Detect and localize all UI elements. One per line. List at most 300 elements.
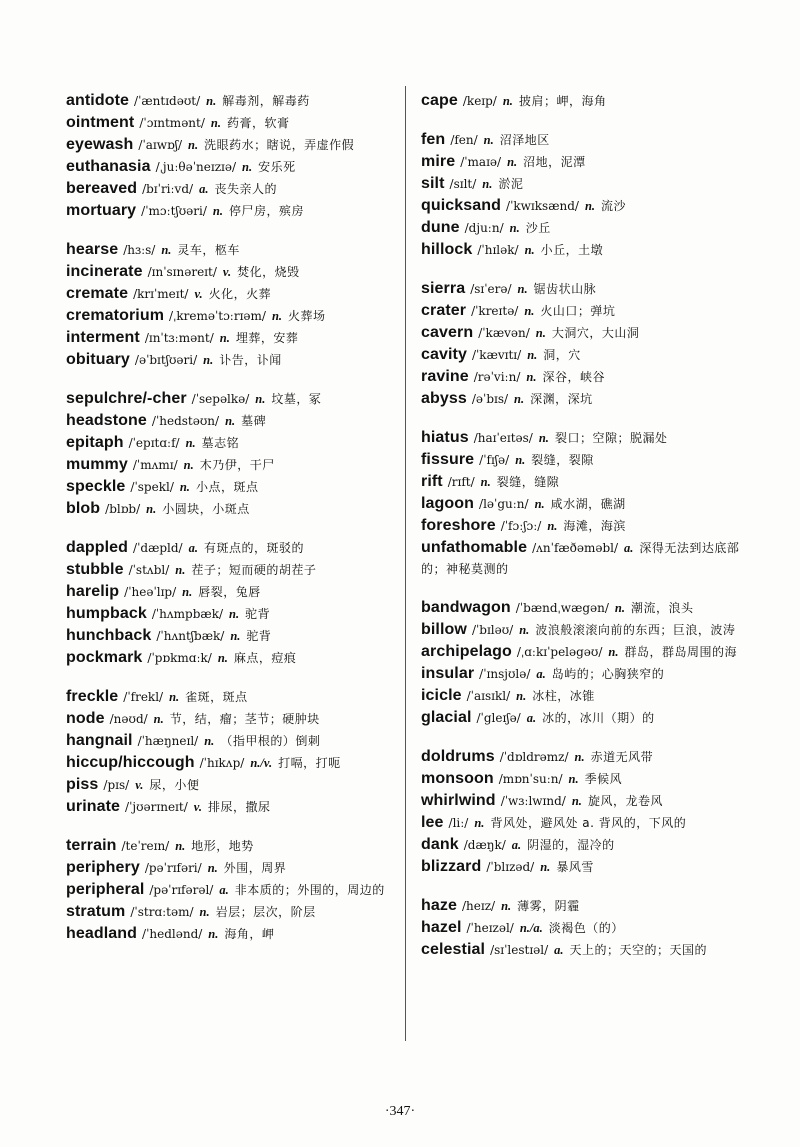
part-of-speech: n. (210, 116, 221, 130)
part-of-speech: n. (524, 243, 535, 257)
headword: celestial (421, 941, 486, 958)
pronunciation: /teˈreɪn/ (121, 839, 170, 853)
headword: euthanasia (66, 158, 151, 175)
pronunciation: /ˈhɪkʌp/ (199, 756, 245, 770)
definition: 坟墓，冢 (271, 392, 322, 406)
part-of-speech: n. (146, 502, 157, 516)
headword: quicksand (421, 197, 502, 214)
part-of-speech: n. (517, 282, 528, 296)
headword: dune (421, 219, 460, 236)
dictionary-entry (421, 90, 751, 112)
part-of-speech: v. (135, 778, 144, 792)
dictionary-entry (421, 344, 751, 366)
dictionary-entry (421, 641, 751, 663)
dictionary-entry (421, 366, 751, 388)
part-of-speech: n. (242, 160, 253, 174)
page-number: ·347· (384, 1104, 416, 1119)
definition: 海角，岬 (224, 927, 275, 941)
dictionary-entry (66, 410, 396, 432)
part-of-speech: v. (194, 287, 203, 301)
dictionary-entry (421, 790, 751, 812)
pronunciation: /ˈhedstəʊn/ (151, 414, 220, 428)
dictionary-entry (66, 239, 396, 261)
part-of-speech: n. (574, 750, 585, 764)
pronunciation: /ˈblɪzəd/ (486, 860, 535, 874)
definition: 火山口；弹坑 (540, 304, 616, 318)
headword: hearse (66, 241, 119, 258)
part-of-speech: n. (516, 689, 527, 703)
dictionary-entry (421, 129, 751, 151)
definition: 背风处，避风处 a. 背风的，下风的 (490, 816, 687, 830)
headword: hangnail (66, 732, 133, 749)
dictionary-entry (421, 768, 751, 790)
dictionary-entry (421, 151, 751, 173)
pronunciation: /ˈhedlənd/ (142, 927, 203, 941)
dictionary-entry (421, 217, 751, 239)
definition: 暴风雪 (556, 860, 594, 874)
pronunciation: /blɒb/ (105, 502, 141, 516)
pronunciation: /ˈfrekl/ (123, 690, 164, 704)
definition: 埋葬，安葬 (235, 331, 299, 345)
definition: 驼背 (245, 607, 271, 621)
headword: hunchback (66, 627, 152, 644)
definition: 天上的；天空的；天国的 (569, 943, 708, 957)
headword: headland (66, 925, 138, 942)
pronunciation: /ˈmaɪə/ (460, 155, 502, 169)
definition: 大洞穴，大山洞 (551, 326, 640, 340)
definition: 讣告，讣闻 (219, 353, 282, 367)
pronunciation: /ˈwɜːlwɪnd/ (500, 794, 566, 808)
left-column (66, 90, 396, 962)
dictionary-entry (66, 454, 396, 476)
headword: archipelago (421, 643, 512, 660)
dictionary-entry (421, 173, 751, 195)
definition: 深渊，深坑 (530, 392, 593, 406)
dictionary-entry (421, 471, 751, 493)
pronunciation: /ˌkreməˈtɔːrɪəm/ (169, 309, 266, 323)
definition: 流沙 (601, 199, 627, 213)
headword: mortuary (66, 202, 137, 219)
definition: 深谷，峡谷 (542, 370, 605, 384)
dictionary-entry (421, 663, 751, 685)
dictionary-entry (421, 856, 751, 878)
headword: blizzard (421, 858, 482, 875)
part-of-speech: n. (534, 497, 545, 511)
dictionary-entry (421, 939, 751, 961)
pronunciation: /ˌɑːkɪˈpeləgəʊ/ (516, 645, 603, 659)
part-of-speech: a. (511, 838, 522, 852)
entry-group (421, 278, 751, 410)
pronunciation: /ˌjuːθəˈneɪzɪə/ (155, 160, 237, 174)
definition: 停尸房，殡房 (228, 204, 304, 218)
dictionary-entry (66, 388, 396, 410)
dictionary-entry (421, 707, 751, 729)
dictionary-entry (421, 300, 751, 322)
headword: humpback (66, 605, 147, 622)
part-of-speech: a. (199, 182, 209, 196)
dictionary-entry (66, 200, 396, 222)
definition: 季候风 (584, 772, 623, 786)
part-of-speech: n. (153, 712, 164, 726)
entry-group (421, 746, 751, 878)
pronunciation: /ˈspekl/ (130, 480, 174, 494)
headword: mummy (66, 456, 128, 473)
headword: piss (66, 776, 99, 793)
definition: 地形，地势 (191, 839, 254, 853)
dictionary-entry (66, 923, 396, 945)
headword: stubble (66, 561, 124, 578)
dictionary-entry (66, 581, 396, 603)
pronunciation: /bɪˈriːvd/ (142, 182, 194, 196)
part-of-speech: n. (204, 734, 215, 748)
part-of-speech: n. (230, 629, 241, 643)
definition: 沼泽地区 (499, 133, 550, 147)
part-of-speech: v. (222, 265, 232, 279)
dictionary-entry (421, 597, 751, 619)
headword: eyewash (66, 136, 134, 153)
part-of-speech: n. (480, 475, 491, 489)
headword: crater (421, 302, 467, 319)
headword: silt (421, 175, 445, 192)
dictionary-entry (66, 647, 396, 669)
definition: 小丘，土墩 (540, 243, 604, 257)
pronunciation: /sɪˈlestɪəl/ (490, 943, 549, 957)
dictionary-entry (66, 432, 396, 454)
dictionary-entry (66, 686, 396, 708)
part-of-speech: n. (206, 94, 217, 108)
pronunciation: /əˈbɪs/ (471, 392, 509, 406)
dictionary-entry (421, 449, 751, 471)
pronunciation: /ˈkwɪksænd/ (506, 199, 579, 213)
headword: foreshore (421, 517, 496, 534)
pronunciation: /ʌnˈfæðəməbl/ (532, 541, 619, 555)
part-of-speech: n. (255, 392, 266, 406)
part-of-speech: n. (524, 304, 535, 318)
part-of-speech: n. (501, 899, 512, 913)
dictionary-entry (66, 305, 396, 327)
pronunciation: /əˈbɪtʃʊəri/ (134, 353, 198, 367)
part-of-speech: n. (507, 155, 518, 169)
definition: 非本质的；外围的，周边的 (234, 883, 385, 897)
pronunciation: /ˈfɪʃə/ (479, 453, 510, 467)
part-of-speech: n. (482, 177, 493, 191)
entry-group (421, 427, 751, 580)
part-of-speech: n. (203, 353, 214, 367)
part-of-speech: a. (536, 667, 546, 681)
pronunciation: /ˈkævɪtɪ/ (471, 348, 522, 362)
headword: obituary (66, 351, 130, 368)
definition: 裂口；空隙；脱漏处 (554, 431, 668, 445)
definition: 潮流，浪头 (631, 601, 694, 615)
dictionary-entry (66, 879, 396, 901)
part-of-speech: a. (526, 711, 537, 725)
headword: freckle (66, 688, 119, 705)
definition: 麻点，痘痕 (233, 651, 297, 665)
pronunciation: /ˈsepəlkə/ (191, 392, 250, 406)
dictionary-entry (66, 625, 396, 647)
definition: 火葬场 (288, 309, 326, 323)
pronunciation: /fen/ (450, 133, 478, 147)
headword: rift (421, 473, 443, 490)
headword: icicle (421, 687, 462, 704)
headword: speckle (66, 478, 126, 495)
dictionary-entry (66, 857, 396, 879)
definition: 灵车，柩车 (177, 243, 240, 257)
definition: 有斑点的，斑驳的 (203, 541, 304, 555)
headword: ravine (421, 368, 469, 385)
headword: cape (421, 92, 458, 109)
entry-group (66, 239, 396, 371)
part-of-speech: n. (502, 94, 513, 108)
headword: urinate (66, 798, 121, 815)
pronunciation: /ləˈguːn/ (479, 497, 529, 511)
dictionary-entry (421, 619, 751, 641)
dictionary-entry (66, 901, 396, 923)
pronunciation: /ˈgleɪʃə/ (476, 711, 521, 725)
definition: 薄雾，阴霾 (517, 899, 580, 913)
dictionary-entry (421, 685, 751, 707)
headword: dank (421, 836, 459, 853)
headword: doldrums (421, 748, 495, 765)
definition: 群岛，群岛周围的海 (624, 645, 737, 659)
definition: 火化，火葬 (208, 287, 272, 301)
pronunciation: /ˈhæŋneɪl/ (137, 734, 199, 748)
pronunciation: /ˈbɪləʊ/ (471, 623, 514, 637)
dictionary-entry (66, 835, 396, 857)
pronunciation: /pəˈrɪfərəl/ (149, 883, 214, 897)
headword: headstone (66, 412, 147, 429)
headword: billow (421, 621, 467, 638)
part-of-speech: n. (483, 133, 494, 147)
part-of-speech: n. (212, 204, 223, 218)
dictionary-entry (66, 730, 396, 752)
entry-group (66, 686, 396, 818)
part-of-speech: n. (217, 651, 228, 665)
entry-group (421, 90, 751, 112)
pronunciation: /ˈɪnsjʊlə/ (479, 667, 531, 681)
part-of-speech: n. (474, 816, 485, 830)
dictionary-entry (421, 278, 751, 300)
dictionary-entry (66, 708, 396, 730)
pronunciation: /rəˈviːn/ (473, 370, 521, 384)
part-of-speech: n. (183, 458, 194, 472)
definition: 焚化，烧毁 (237, 265, 300, 279)
definition: 披肩；岬，海角 (518, 94, 607, 108)
definition: 岩层；层次，阶层 (215, 905, 316, 919)
part-of-speech: n. (207, 861, 218, 875)
part-of-speech: n. (219, 331, 230, 345)
dictionary-entry (66, 134, 396, 156)
dictionary-entry (421, 834, 751, 856)
dictionary-entry (421, 746, 751, 768)
pronunciation: /ɪnˈtɜːmənt/ (144, 331, 214, 345)
headword: whirlwind (421, 792, 496, 809)
entry-group (66, 835, 396, 945)
definition: （指甲根的）倒刺 (220, 734, 321, 748)
definition: 赤道无风带 (590, 750, 654, 764)
pronunciation: /ˈjʊərɪneɪt/ (125, 800, 188, 814)
part-of-speech: n. (614, 601, 625, 615)
pronunciation: /ˈhʌmpbæk/ (151, 607, 224, 621)
part-of-speech: n./v. (250, 756, 273, 770)
definition: 洗眼药水；瞎说，弄虚作假 (204, 138, 355, 152)
column-divider (405, 86, 406, 1041)
dictionary-entry (66, 178, 396, 200)
definition: 咸水湖，礁湖 (550, 497, 626, 511)
dictionary-entry (66, 498, 396, 520)
definition: 安乐死 (258, 160, 296, 174)
part-of-speech: n. (515, 453, 526, 467)
definition: 裂缝，裂隙 (531, 453, 594, 467)
part-of-speech: n. (584, 199, 596, 213)
headword: cremate (66, 285, 129, 302)
dictionary-entry (66, 559, 396, 581)
definition: 洞，穴 (543, 348, 581, 362)
part-of-speech: n. (175, 563, 186, 577)
part-of-speech: n. (608, 645, 619, 659)
part-of-speech: n. (271, 309, 283, 323)
headword: monsoon (421, 770, 494, 787)
definition: 驼背 (246, 629, 272, 643)
dictionary-entry (66, 261, 396, 283)
definition: 淡褐色（的） (548, 921, 624, 935)
part-of-speech: n. (527, 348, 538, 362)
headword: abyss (421, 390, 467, 407)
definition: 旋风，龙卷风 (587, 794, 663, 808)
right-column (421, 90, 751, 978)
definition: 排尿，撒尿 (207, 800, 271, 814)
headword: sierra (421, 280, 466, 297)
pronunciation: /ˈhɪlək/ (477, 243, 519, 257)
part-of-speech: n. (229, 607, 240, 621)
headword: periphery (66, 859, 140, 876)
dictionary-entry (66, 537, 396, 559)
pronunciation: /keɪp/ (462, 94, 497, 108)
part-of-speech: a. (188, 541, 198, 555)
part-of-speech: n. (169, 690, 180, 704)
headword: hiccup/hiccough (66, 754, 195, 771)
dictionary-entry (66, 796, 396, 818)
pronunciation: /krɪˈmeɪt/ (133, 287, 189, 301)
part-of-speech: n. (535, 326, 546, 340)
pronunciation: /rɪft/ (447, 475, 475, 489)
part-of-speech: n. (519, 623, 530, 637)
definition: 冰柱，冰锥 (532, 689, 595, 703)
definition: 阴湿的，湿冷的 (527, 838, 615, 852)
pronunciation: /heɪz/ (461, 899, 496, 913)
part-of-speech: n. (161, 243, 172, 257)
definition: 沙丘 (525, 221, 551, 235)
dictionary-entry (66, 112, 396, 134)
entry-group (66, 90, 396, 222)
definition: 尿，小便 (149, 778, 200, 792)
pronunciation: /sɪˈerə/ (470, 282, 512, 296)
part-of-speech: n. (185, 436, 196, 450)
part-of-speech: n. (526, 370, 537, 384)
part-of-speech: n. (188, 138, 199, 152)
definition: 小圆块，小斑点 (162, 502, 250, 516)
pronunciation: /ˈdæpld/ (133, 541, 183, 555)
dictionary-entry (421, 427, 751, 449)
pronunciation: /hɜːs/ (123, 243, 156, 257)
headword: harelip (66, 583, 120, 600)
part-of-speech: n. (509, 221, 520, 235)
dictionary-entry (421, 812, 751, 834)
part-of-speech: n. (547, 519, 558, 533)
dictionary-entry (66, 283, 396, 305)
part-of-speech: n. (571, 794, 582, 808)
dictionary-entry (421, 322, 751, 344)
pronunciation: /djuːn/ (464, 221, 504, 235)
headword: incinerate (66, 263, 143, 280)
part-of-speech: n. (175, 839, 186, 853)
dictionary-entry (421, 537, 751, 580)
entry-group (421, 895, 751, 961)
part-of-speech: n. (208, 927, 219, 941)
part-of-speech: n. (199, 905, 210, 919)
headword: node (66, 710, 105, 727)
headword: lee (421, 814, 444, 831)
part-of-speech: a. (219, 883, 229, 897)
dictionary-entry (421, 493, 751, 515)
headword: hazel (421, 919, 462, 936)
dictionary-entry (66, 90, 396, 112)
pronunciation: /ˈkævən/ (478, 326, 530, 340)
headword: stratum (66, 903, 126, 920)
pronunciation: /ˈepɪtɑːf/ (128, 436, 180, 450)
definition: 波浪般滚滚向前的东西；巨浪，波涛 (535, 623, 736, 637)
definition: 墓志铭 (201, 436, 240, 450)
dictionary-entry (66, 603, 396, 625)
headword: peripheral (66, 881, 145, 898)
dictionary-entry (421, 515, 751, 537)
pronunciation: /ˈɔɪntmənt/ (139, 116, 205, 130)
pronunciation: /ˈmʌmɪ/ (132, 458, 178, 472)
headword: cavity (421, 346, 467, 363)
pronunciation: /mɒnˈsuːn/ (498, 772, 563, 786)
pronunciation: /haɪˈeɪtəs/ (473, 431, 533, 445)
pronunciation: /ˈæntɪdəʊt/ (134, 94, 201, 108)
dictionary-entry (421, 895, 751, 917)
definition: 丧失亲人的 (214, 182, 277, 196)
pronunciation: /pɪs/ (103, 778, 130, 792)
entry-group (66, 388, 396, 520)
entry-group (421, 597, 751, 729)
entry-group (66, 537, 396, 669)
dictionary-entry (421, 239, 751, 261)
definition: 小点，斑点 (195, 480, 259, 494)
definition: 墓碑 (241, 414, 267, 428)
definition: 海滩，海滨 (563, 519, 626, 533)
dictionary-entry (421, 195, 751, 217)
part-of-speech: n. (514, 392, 525, 406)
definition: 锯齿状山脉 (533, 282, 597, 296)
headword: lagoon (421, 495, 475, 512)
definition: 沼地，泥潭 (523, 155, 586, 169)
part-of-speech: n. (568, 772, 579, 786)
part-of-speech: n. (225, 414, 236, 428)
definition: 唇裂，兔唇 (198, 585, 261, 599)
definition: 茬子；短而硬的胡茬子 (191, 563, 317, 577)
headword: ointment (66, 114, 135, 131)
headword: unfathomable (421, 539, 528, 556)
dictionary-entry (66, 156, 396, 178)
headword: terrain (66, 837, 117, 854)
part-of-speech: n. (182, 585, 193, 599)
headword: insular (421, 665, 475, 682)
headword: bandwagon (421, 599, 511, 616)
definition: 外围，周界 (223, 861, 287, 875)
